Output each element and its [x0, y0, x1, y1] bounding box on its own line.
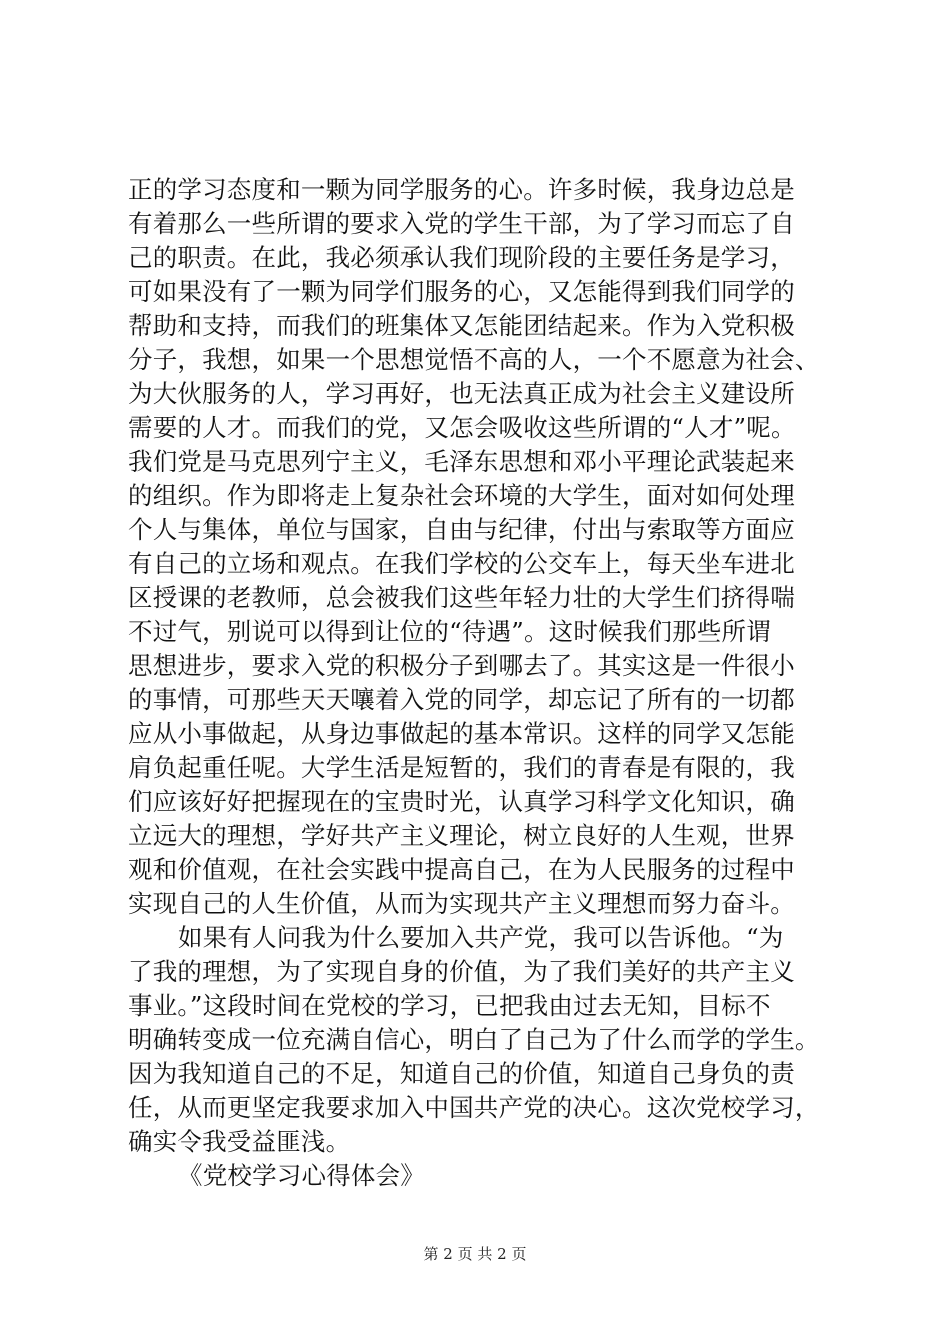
text-line: 分子，我想，如果一个思想觉悟不高的人，一个不愿意为社会、: [128, 345, 820, 374]
page-number-footer: 第 2 页 共 2 页: [423, 1245, 527, 1263]
text-line: 区授课的老教师，总会被我们这些年轻力壮的大学生们挤得喘: [128, 583, 795, 612]
document-title-line: 《党校学习心得体会》: [178, 1161, 425, 1190]
paragraph-start-line: 如果有人问我为什么要加入共产党，我可以告诉他。“为: [178, 923, 784, 952]
text-line: 需要的人才。而我们的党，又怎会吸收这些所谓的“人才”呢。: [128, 413, 796, 442]
text-line: 确实令我受益匪浅。: [128, 1127, 351, 1156]
text-line: 思想进步，要求入党的积极分子到哪去了。其实这是一件很小: [128, 651, 795, 680]
text-line: 应从小事做起，从身边事做起的基本常识。这样的同学又怎能: [128, 719, 795, 748]
text-line: 个人与集体，单位与国家，自由与纪律，付出与索取等方面应: [128, 515, 795, 544]
text-line: 了我的理想，为了实现自身的价值，为了我们美好的共产主义: [128, 957, 795, 986]
text-line: 的事情，可那些天天嚷着入党的同学，却忘记了所有的一切都: [128, 685, 795, 714]
text-line: 可如果没有了一颗为同学们服务的心，又怎能得到我们同学的: [128, 277, 795, 306]
text-line: 实现自己的人生价值，从而为实现共产主义理想而努力奋斗。: [128, 889, 795, 918]
text-line: 正的学习态度和一颗为同学服务的心。许多时候，我身边总是: [128, 175, 795, 204]
text-line: 肩负起重任呢。大学生活是短暂的，我们的青春是有限的，我: [128, 753, 795, 782]
text-line: 任，从而更坚定我要求加入中国共产党的决心。这次党校学习，: [128, 1093, 820, 1122]
text-line: 有着那么一些所谓的要求入党的学生干部，为了学习而忘了自: [128, 209, 795, 238]
text-line: 立远大的理想，学好共产主义理论，树立良好的人生观，世界: [128, 821, 795, 850]
text-line: 有自己的立场和观点。在我们学校的公交车上，每天坐车进北: [128, 549, 795, 578]
text-line: 明确转变成一位充满自信心，明白了自己为了什么而学的学生。: [128, 1025, 820, 1054]
text-line: 不过气，别说可以得到让位的“待遇”。这时候我们那些所谓: [128, 617, 771, 646]
text-line: 事业。”这段时间在党校的学习，已把我由过去无知，目标不: [128, 991, 771, 1020]
text-line: 因为我知道自己的不足，知道自己的价值，知道自己身负的责: [128, 1059, 795, 1088]
text-line: 们应该好好把握现在的宝贵时光，认真学习科学文化知识，确: [128, 787, 795, 816]
text-line: 我们党是马克思列宁主义，毛泽东思想和邓小平理论武装起来: [128, 447, 795, 476]
body-text: [128, 173, 828, 1193]
text-line: 的组织。作为即将走上复杂社会环境的大学生，面对如何处理: [128, 481, 795, 510]
text-line: 帮助和支持，而我们的班集体又怎能团结起来。作为入党积极: [128, 311, 795, 340]
text-line: 己的职责。在此，我必须承认我们现阶段的主要任务是学习，: [128, 243, 795, 272]
text-line: 观和价值观，在社会实践中提高自己，在为人民服务的过程中: [128, 855, 795, 884]
text-line: 为大伙服务的人，学习再好，也无法真正成为社会主义建设所: [128, 379, 795, 408]
